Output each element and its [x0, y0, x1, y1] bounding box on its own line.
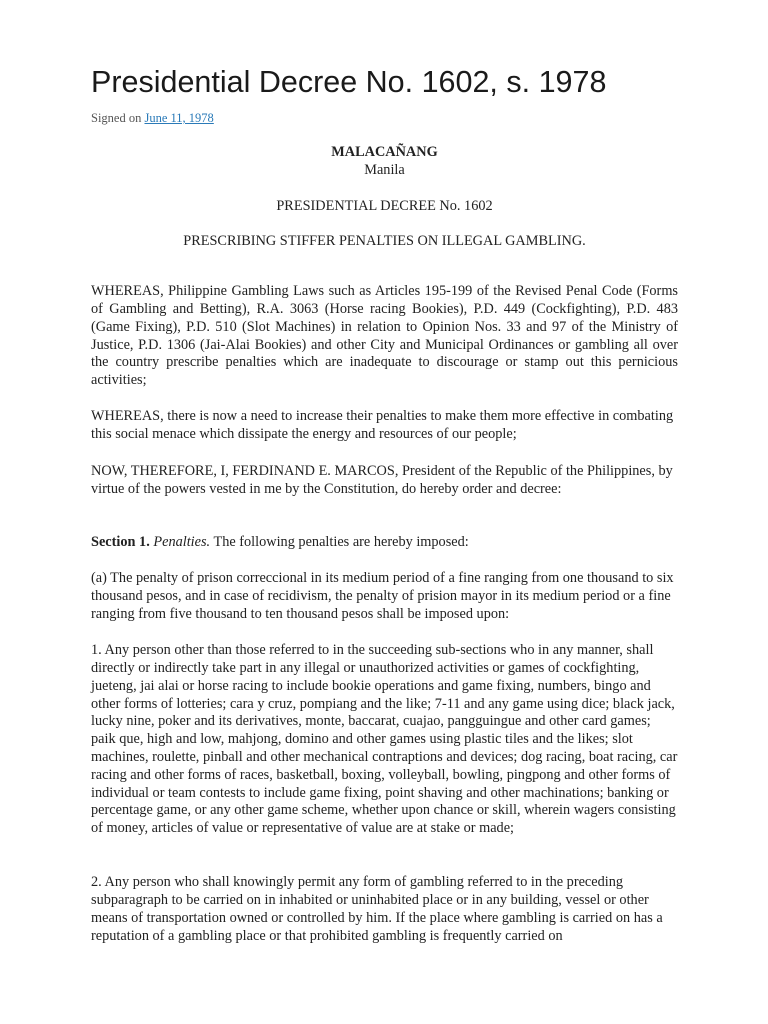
now-therefore-paragraph: NOW, THEREFORE, I, FERDINAND E. MARCOS, President of the Republic of the Philippines, by virtue of the powers vested in me by the Constitution, do hereby order and decree:	[91, 463, 673, 498]
city-label: Manila	[364, 162, 405, 178]
whereas-paragraph-2: WHEREAS, there is now a need to increase their penalties to make them more effective in combating this social menace which dissipate the energy and resources of our people;	[91, 408, 674, 443]
signed-line	[91, 110, 214, 126]
item-1-paragraph: 1. Any person other than those referred to in the succeeding sub-sections who in any manner, shall directly or indirectly take part in any illegal or unauthorized activities or games of cockfighting, jueteng, jai alai or horse racing to include bookie operations and game fixing, numbers, bingo and other forms of lotteries; cara y cruz, pompiang and the like; 7-11 and any game using dice; black jack, lucky nine, poker and its derivatives, monte, baccarat, cuajao, pangguingue and other card games; paik que, high and low, mahjong, domino and other games using plastic tiles and the likes; slot machines, roulette, pinball and other mechanical contraptions and devices; dog racing, boat racing, car racing and other forms of races, basketball, boxing, volleyball, bowling, pingpong and other forms of individual or team contests to include game fixing, point shaving and other machinations; banking or percentage game, or any other game scheme, whether upon chance or skill, wherein wagers consisting of money, articles of value or representative of value are at stake or made;	[91, 642, 678, 837]
section-heading: Penalties.	[153, 534, 211, 551]
whereas-paragraph-1: WHEREAS, Philippine Gambling Laws such as Articles 195-199 of the Revised Penal Code (Forms of Gambling and Betting), R.A. 3063 (Horse racing Bookies), P.D. 449 (Cockfighting), P.D. 483 (Game Fixing), P.D. 510 (Slot Machines) in relation to Opinion Nos. 33 and 97 of the Ministry of Justice, P.D. 1306 (Jai-Alai Bookies) and other City and Municipal Ordinances or gambling all over the country prescribe penalties which are inadequate to discourage or stamp out this pernicious activities;	[91, 283, 678, 389]
page-title: Presidential Decree No. 1602, s. 1978	[91, 65, 607, 99]
section-1-paragraph	[91, 534, 678, 552]
item-2-paragraph: 2. Any person who shall knowingly permit any form of gambling referred to in the preceding subparagraph to be carried on in inhabited or uninhabited place or in any building, vessel or other means of transportation owned or controlled by him. If the place where gambling is carried on has a reputation of a gambling place or that prohibited gambling is frequently carried on	[91, 874, 663, 944]
office-heading: MALACAÑANG	[331, 144, 438, 160]
signed-date-link[interactable]: June 11, 1978	[144, 111, 214, 125]
decree-number: PRESIDENTIAL DECREE No. 1602	[276, 198, 493, 214]
paragraph-a: (a) The penalty of prison correccional in its medium period of a fine ranging from one thousand to six thousand pesos, and in case of recidivism, the penalty of prision mayor in its medium period or a fine ranging from five thousand to ten thousand pesos shall be imposed upon:	[91, 570, 674, 622]
section-text: The following penalties are hereby imposed:	[210, 534, 469, 551]
decree-title: PRESCRIBING STIFFER PENALTIES ON ILLEGAL GAMBLING.	[183, 233, 586, 249]
signed-prefix: Signed on	[91, 111, 145, 125]
section-label: Section 1.	[91, 534, 150, 551]
